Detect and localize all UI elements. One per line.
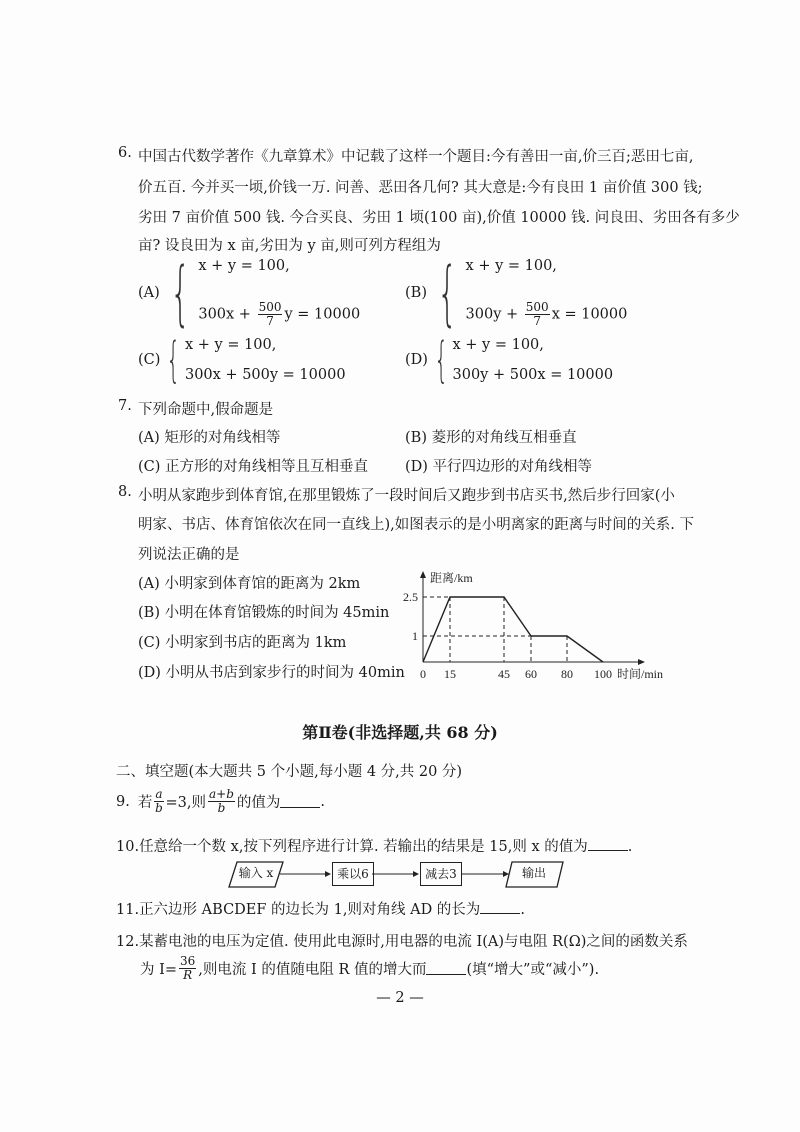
fraction-denominator: 7 [266,314,274,328]
equation-part: x = 10000 [551,306,628,323]
equation: x + y = 100, [198,258,290,274]
equation-part: 300x + [198,306,256,323]
x-axis-arrow [638,659,645,665]
q7-number: 7. [118,398,132,414]
q9-number: 9. [116,793,130,810]
q11 [116,898,525,919]
q12-text: 某蓄电池的电压为定值. 使用此电源时,用电器的电流 I(A)与电阻 R(Ω)之间的函数关系 [139,934,688,950]
section-heading: 二、填空题(本大题共 5 个小题,每小题 4 分,共 20 分) [116,764,463,780]
q6-option-b: (B) { x + y = 100, 300y + $\frac{500}{7}$ x = 10000 [405,252,628,334]
q8-option-a: (A) 小明家到体育馆的距离为 2km [138,576,361,592]
q9-text: 若 [137,795,153,811]
q12-number: 12. [116,934,140,950]
q9 [116,788,325,815]
q11-end: . [520,902,525,918]
q8-line: 列说法正确的是 [138,547,240,563]
y-axis-label: 距离/km [430,571,473,585]
q9-text: 的值为 [236,795,281,811]
fraction-numerator: 36 [180,954,196,968]
flow-output: 输出 [521,866,546,880]
q12 [116,930,688,951]
distance-time-graph [390,570,710,690]
option-label: (C) [138,352,161,368]
x-axis-label: 时间/min [617,667,664,681]
equation: 300y + 500x = 10000 [452,367,614,383]
q8-line: 明家、书店、体育馆依次在同一直线上),如图表示的是小明离家的距离与时间的关系. 下 [138,517,694,533]
q11-text: 正六边形 ABCDEF 的边长为 1,则对角线 AD 的长为 [139,902,481,918]
q8-number: 8. [118,484,132,500]
q10 [116,835,632,856]
option-label: (D) [405,352,428,368]
q12-hint: (填“增大”或“减小”). [466,962,600,978]
page-number: — 2 — [376,990,424,1006]
flow-input: 输入 x [238,866,274,880]
x-tick-label: 15 [444,667,456,681]
fraction-denominator: b [155,801,163,815]
q8-option-b: (B) 小明在体育馆锻炼的时间为 45min [138,605,390,621]
answer-blank[interactable] [426,962,466,975]
q6-line: 亩? 设良田为 x 亩,劣田为 y 亩,则可列方程组为 [138,238,441,254]
section-title: 第Ⅱ卷(非选择题,共 68 分) [302,723,498,742]
equation-part: y = 10000 [284,306,361,323]
q9-end: . [320,793,325,810]
x-tick-label: 80 [561,667,573,681]
flow-multiply: 乘以6 [332,862,374,886]
x-tick-label: 100 [594,667,612,681]
q7-stem: 下列命题中,假命题是 [138,402,274,418]
y-tick-label: 2.5 [403,590,418,604]
q6-option-d: (D) { x + y = 100, 300y + 500x = 10000 [405,332,614,388]
q6-line: 劣田 7 亩价值 500 钱. 今合买良、劣田 1 顷(100 亩),价值 10000 钱. 问良田、劣田各有多少 [138,210,740,226]
y-tick-label: 1 [412,629,418,643]
q8-line: 小明从家跑步到体育馆,在那里锻炼了一段时间后又跑步到书店买书,然后步行回家(小 [138,488,675,504]
q8-option-d: (D) 小明从书店到家步行的时间为 40min [138,665,405,681]
equation: x + y = 100, [184,337,277,353]
fraction-denominator: 7 [533,314,542,328]
q6-option-a: (A) { x + y = 100, 300x + $\frac{500}{7}$ y = 10000 [138,252,361,334]
x-tick-label: 0 [420,667,426,681]
q12-text: 为 I= [140,962,177,978]
q8-option-c: (C) 小明家到书店的距离为 1km [138,635,347,651]
q6-option-c: (C) { x + y = 100, 300x + 500y = 10000 [138,332,346,388]
q10-number: 10. [116,839,140,855]
equation-part: 300y + [465,306,523,323]
q6-number: 6. [118,145,132,161]
answer-blank[interactable] [280,795,320,808]
fraction-denominator: b [217,801,226,815]
x-tick-label: 60 [525,667,537,681]
y-axis-arrow [420,571,426,578]
option-label: (A) [138,285,160,301]
fraction-numerator: a [155,787,163,801]
q12-text: ,则电流 I 的值随电阻 R 值的增大而 [198,962,427,978]
equation: x + y = 100, [452,337,544,353]
q9-text: =3,则 [165,795,206,811]
q7-option-d: (D) 平行四边形的对角线相等 [405,459,593,475]
q10-end: . [627,839,633,855]
option-label: (B) [405,285,427,301]
fraction-numerator: 500 [258,300,282,314]
q12-line2 [140,955,599,982]
fraction-numerator: a+b [208,787,234,801]
q7-option-c: (C) 正方形的对角线相等且互相垂直 [138,459,369,475]
q6-line: 价五百. 今并买一顷,价钱一万. 问善、恶田各几何? 其大意是:今有良田 1 亩价值 300 钱; [138,180,703,196]
answer-blank[interactable] [588,838,628,851]
fraction-denominator: R [183,968,193,982]
equation: 300x + 500y = 10000 [184,367,346,383]
equation: x + y = 100, [465,258,557,274]
x-tick-label: 45 [498,667,510,681]
q6-line: 中国古代数学著作《九章算术》中记载了这样一个题目:今有善田一亩,价三百;恶田七亩, [138,149,694,165]
answer-blank[interactable] [480,901,520,914]
q11-number: 11. [116,902,140,918]
q10-text: 任意给一个数 x,按下列程序进行计算. 若输出的结果是 15,则 x 的值为 [139,839,588,855]
q7-option-b: (B) 菱形的对角线互相垂直 [405,430,577,446]
flow-subtract: 减去3 [420,862,462,886]
fraction-numerator: 500 [525,300,549,314]
q7-option-a: (A) 矩形的对角线相等 [138,430,281,446]
